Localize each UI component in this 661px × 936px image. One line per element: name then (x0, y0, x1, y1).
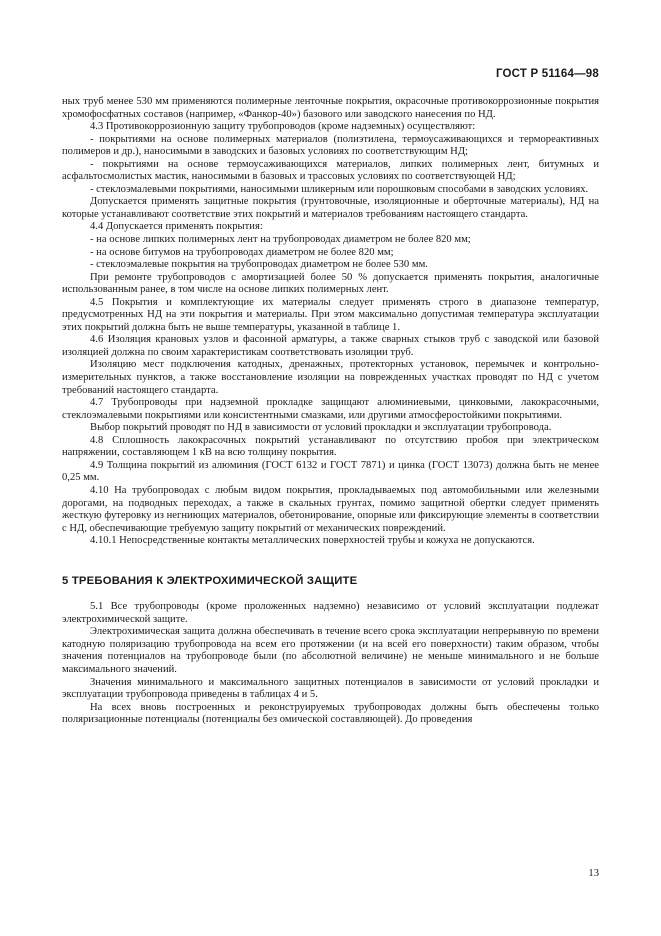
list-item: - на основе липких полимерных лент на трубопроводах диаметром не более 820 мм; (90, 234, 471, 246)
paragraph-4-7: 4.7 Трубопроводы при надземной прокладке защищают алюминиевыми, цинковыми, лакокрасочными, стеклоэмалевыми покрытиями или консистентными смазками, или другими атмосферостойкими покрытиями. (62, 397, 599, 421)
list-item: - покрытиями на основе термоусаживающихся материалов, липких полимерных лент, битумных и асфальтосмолистых мастик, наносимыми в базовых и трассовых условиях по соответствующей НД; (62, 158, 599, 183)
paragraph-4-10: 4.10 На трубопроводах с любым видом покрытия, прокладываемых под автомобильными или железными дорогами, на подводных переходах, а также в скальных грунтах, помимо защитной обертки следует применять жесткую футеровку из негниющих материалов, обетонирование, опорные или фиксирующие элементы в соответствии с НД, обеспечивающие требуемую защиту покрытий от механических повреждений. (62, 484, 599, 534)
list-item: - стеклоэмалевыми покрытиями, наносимыми шликерным или порошковым способами в заводских условиях. (90, 183, 589, 195)
paragraph: При ремонте трубопроводов с амортизацией более 50 % допускается применять покрытия, аналогичные использованным ранее, в том числе на основе липких полимерных лент. (62, 271, 599, 296)
paragraph-4-3: 4.3 Противокоррозионную защиту трубопроводов (кроме надземных) осуществляют: (90, 121, 476, 133)
list-item: - на основе битумов на трубопроводах диаметром не более 820 мм; (90, 246, 394, 258)
paragraph-5-1: 5.1 Все трубопроводы (кроме проложенных надземно) независимо от условий эксплуатации подлежат электрохимической защите. (62, 601, 599, 625)
paragraph-4-9: 4.9 Толщина покрытий из алюминия (ГОСТ 6132 и ГОСТ 7871) и цинка (ГОСТ 13073) должна быть не менее 0,25 мм. (62, 459, 599, 484)
document-body (62, 96, 599, 727)
page-number: 13 (588, 868, 599, 879)
paragraph: Изоляцию мест подключения катодных, дренажных, протекторных установок, перемычек и контрольно-измерительных пунктов, а также восстановление изоляции на поврежденных участках проводят по НД с учетом требований настоящего стандарта. (62, 359, 599, 396)
list-item: - стеклоэмалевые покрытия на трубопроводах диаметром не более 530 мм. (90, 259, 428, 271)
list-item: - покрытиями на основе полимерных материалов (полиэтилена, термоусаживающихся и термореактивных полимеров и др.), наносимыми в заводских и базовых условиях по соответствующим НД; (62, 133, 599, 158)
paragraph-4-6: 4.6 Изоляция крановых узлов и фасонной арматуры, а также сварных стыков труб с заводской или базовой изоляцией должна по своим характеристикам соответствовать изоляции труб. (62, 334, 599, 358)
paragraph: Электрохимическая защита должна обеспечивать в течение всего срока эксплуатации непрерывную по времени катодную поляризацию трубопровода на всем его протяжении (и на всей его поверхности) таким образом, чтобы значения потенциалов на трубопроводе были (по абсолютной величине) не меньше минимального и не больше максимального значений. (62, 626, 599, 675)
paragraph: Допускается применять защитные покрытия (грунтовочные, изоляционные и оберточные материалы), НД на которые устанавливают соответствие этих покрытий и материалов требованиям настоящего стандарта. (62, 196, 599, 220)
paragraph: Значения минимального и максимального защитных потенциалов в зависимости от условий прокладки и эксплуатации трубопровода приведены в таблицах 4 и 5. (62, 676, 599, 701)
paragraph-4-8: 4.8 Сплошность лакокрасочных покрытий устанавливают по отсутствию пробоя при электрическом напряжении, составляющем 1 кВ на всю толщину покрытия. (62, 434, 599, 459)
section-5-title: 5 ТРЕБОВАНИЯ К ЭЛЕКТРОХИМИЧЕСКОЙ ЗАЩИТЕ (62, 574, 358, 587)
paragraph-continuation: ных труб менее 530 мм применяются полимерные ленточные покрытия, окрасочные противокоррозионные покрытия хромофосфатных составов (например, «Фанкор-40») базового или заводского нанесения по НД. (62, 96, 599, 120)
standard-code-header: ГОСТ Р 51164—98 (495, 68, 599, 80)
paragraph-4-4: 4.4 Допускается применять покрытия: (90, 221, 263, 233)
paragraph: На всех вновь построенных и реконструируемых трубопроводах должны быть обеспечены только поляризационные потенциалы (потенциалы без омической составляющей). До проведения (62, 701, 599, 726)
paragraph: Выбор покрытий проводят по НД в зависимости от условий прокладки и эксплуатации трубопровода. (90, 422, 552, 434)
paragraph-4-10-1: 4.10.1 Непосредственные контакты металлических поверхностей трубы и кожуха не допускаются. (90, 535, 535, 547)
paragraph-4-5: 4.5 Покрытия и комплектующие их материалы следует применять строго в диапазоне температур, предусмотренных НД на эти покрытия и материалы. При этом максимально допустимая температура эксплуатации этих покрытий должна быть не выше температуры, указанной в таблице 1. (62, 296, 599, 333)
